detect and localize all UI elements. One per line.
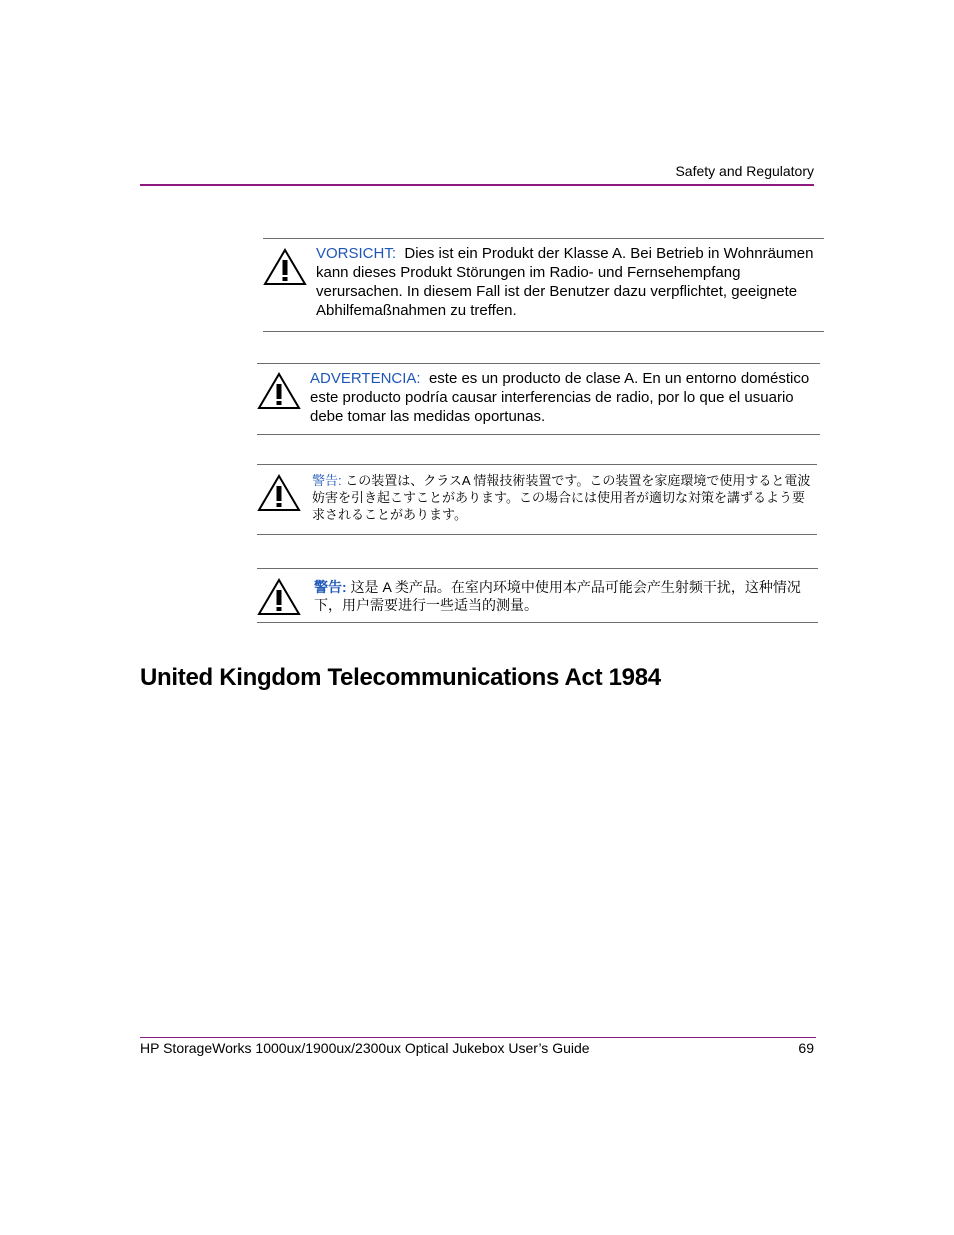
warning-triangle-icon: [257, 577, 301, 617]
warning-german: [263, 238, 824, 332]
warning-triangle-icon: [257, 473, 301, 513]
warning-text: [314, 578, 818, 614]
warning-label: VORSICHT:: [316, 245, 397, 262]
header-rule: [140, 184, 814, 186]
running-head: Safety and Regulatory: [675, 163, 814, 179]
warning-body: この装置は、クラスA 情報技術装置です。この装置を家庭環境で使用すると電波妨害を引き起こすことがあります。この場合には使用者が適切な対策を講ずるよう要求されることがあります。: [312, 473, 811, 522]
warning-triangle-icon: [263, 247, 307, 287]
warning-body: 这是 A 类产品。在室内环境中使用本产品可能会产生射频干扰，这种情况下，用户需要进行一些适当的测量。: [314, 579, 801, 613]
warning-label: 警告:: [312, 473, 342, 488]
warning-spanish: [257, 363, 820, 435]
footer-doc-title: HP StorageWorks 1000ux/1900ux/2300ux Optical Jukebox User’s Guide: [140, 1040, 590, 1056]
warning-japanese: [257, 464, 817, 535]
footer-rule: [140, 1037, 816, 1038]
warning-chinese: [257, 568, 818, 623]
warning-text: [316, 244, 826, 320]
warning-label: 警告:: [314, 579, 347, 595]
warning-label: ADVERTENCIA:: [310, 370, 421, 387]
section-title: United Kingdom Telecommunications Act 1984: [140, 664, 661, 691]
warning-text: [310, 369, 820, 426]
warning-body: Dies ist ein Produkt der Klasse A. Bei Betrieb in Wohnräumen kann dieses Produkt Störungen im Radio- und Fernsehempfang verursachen. In diesem Fall ist der Benutzer dazu verpflichtet, geeignete Abhilfemaßnahmen zu treffen.: [316, 245, 814, 319]
page-number: 69: [798, 1040, 814, 1056]
warning-text: [312, 472, 817, 523]
warning-triangle-icon: [257, 371, 301, 411]
warning-body: este es un producto de clase A. En un entorno doméstico este producto podría causar interferencias de radio, por lo que el usuario debe tomar las medidas oportunas.: [310, 370, 810, 425]
